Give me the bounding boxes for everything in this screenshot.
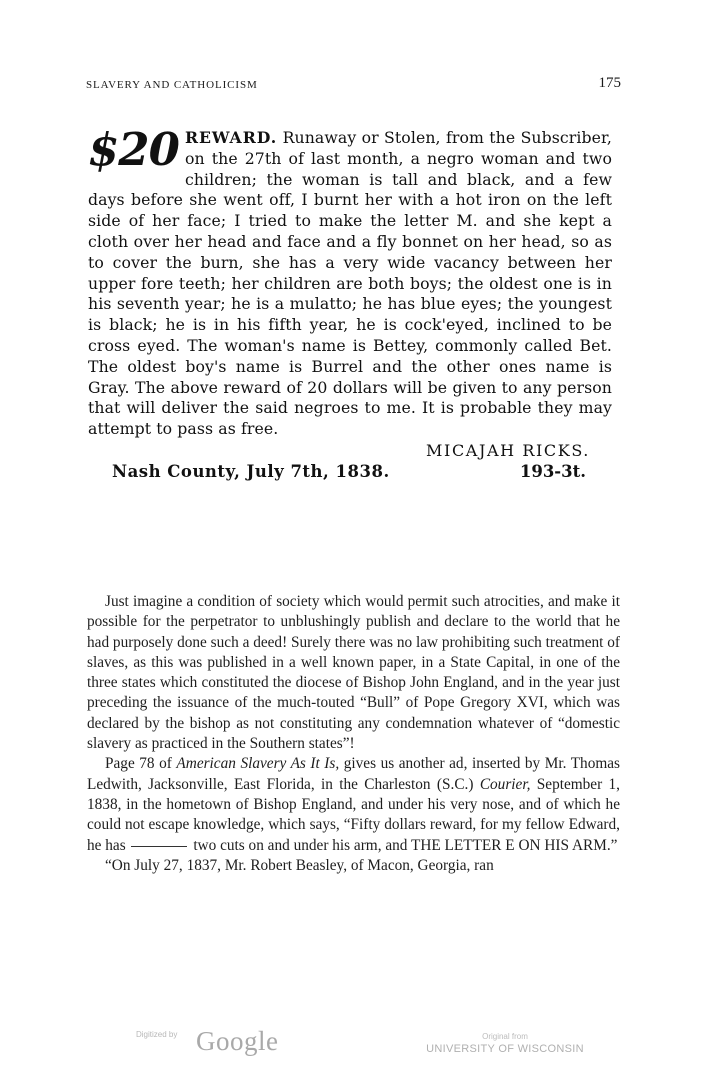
- page-number: 175: [598, 75, 621, 91]
- reward-amount: $20: [88, 123, 179, 176]
- google-logo: Google: [196, 1026, 279, 1056]
- dash-rule: [131, 846, 187, 847]
- running-title: SLAVERY AND CATHOLICISM: [86, 79, 258, 91]
- paragraph-2-part-c: September 1, 1838, in the hometown of Bishop England, and under his very nose, and of which he could not escape knowledge, which says, “Fifty dollars reward, for my fellow Edward, he has: [87, 775, 621, 854]
- advertisement-code: 193-3t.: [519, 461, 586, 481]
- advertisement-footer: [88, 462, 612, 486]
- running-head: [86, 77, 621, 97]
- paragraph-2-part-b: gives us another ad, inserted by Mr. Thomas Ledwith, Jacksonville, East Florida, in the Charleston (S.C.): [87, 755, 620, 793]
- newspaper-title: Courier,: [479, 775, 531, 793]
- paragraph-2-part-a: Page 78 of: [105, 755, 172, 773]
- book-title: American Slavery As It Is,: [176, 755, 340, 773]
- newspaper-advertisement: [88, 123, 612, 486]
- advertisement-place-date: Nash County, July 7th, 1838.: [112, 461, 390, 481]
- paragraph-3: “On July 27, 1837, Mr. Robert Beasley, of Macon, Georgia, ran: [105, 856, 494, 874]
- institution-name: UNIVERSITY OF WISCONSIN: [426, 1043, 584, 1055]
- paragraph-2-part-d: two cuts on and under his arm, and THE LETTER E ON HIS ARM.”: [193, 836, 618, 854]
- body-text: [87, 592, 620, 876]
- advertisement-body: [88, 123, 612, 440]
- paragraph-2: [87, 754, 620, 855]
- paragraph-1: Just imagine a condition of society which would permit such atrocities, and make it possible for the perpetrator to unblushingly publish and declare to the world that he had purposely done such a deed! Surely there was no law prohibiting such treatment of slaves, as this was published in a well known paper, in a State Capital, in one of the three states which constituted the diocese of Bishop John England, and in the year just preceding the issuance of the much-touted “Bull” of Pope Gregory XVI, which was declared by the bishop as not constituting any condemnation whatever of “domestic slavery as practiced in the Southern states”!: [87, 593, 620, 753]
- digitized-by-label: Digitized by: [136, 1030, 178, 1039]
- original-from-label: Original from: [482, 1032, 528, 1041]
- advertisement-headline: REWARD.: [184, 128, 278, 147]
- advertisement-text: Runaway or Stolen, from the Subscriber, on the 27th of last month, a negro woman and two children; the woman is tall and black, and a few days before she went off, I burnt her with a hot iron on the left side of her face; I tried to make the letter M. and she kept a cloth over her head and face and a fly bonnet on her head, so as to cover the burn, she has a very wide vacancy between her upper fore teeth; her children are both boys; the oldest one is in his seventh year; he is a mulatto; he has blue eyes; the youngest is black; he is in his fifth year, he is cock'eyed, inclined to be cross eyed. The woman's name is Bettey, commonly called Bet. The oldest boy's name is Burrel and the other ones name is Gray. The above reward of 20 dollars will be given to any person that will deliver the said negroes to me. It is probable they may attempt to pass as free.: [88, 128, 612, 439]
- advertisement-signature: MICAJAH RICKS.: [426, 440, 590, 460]
